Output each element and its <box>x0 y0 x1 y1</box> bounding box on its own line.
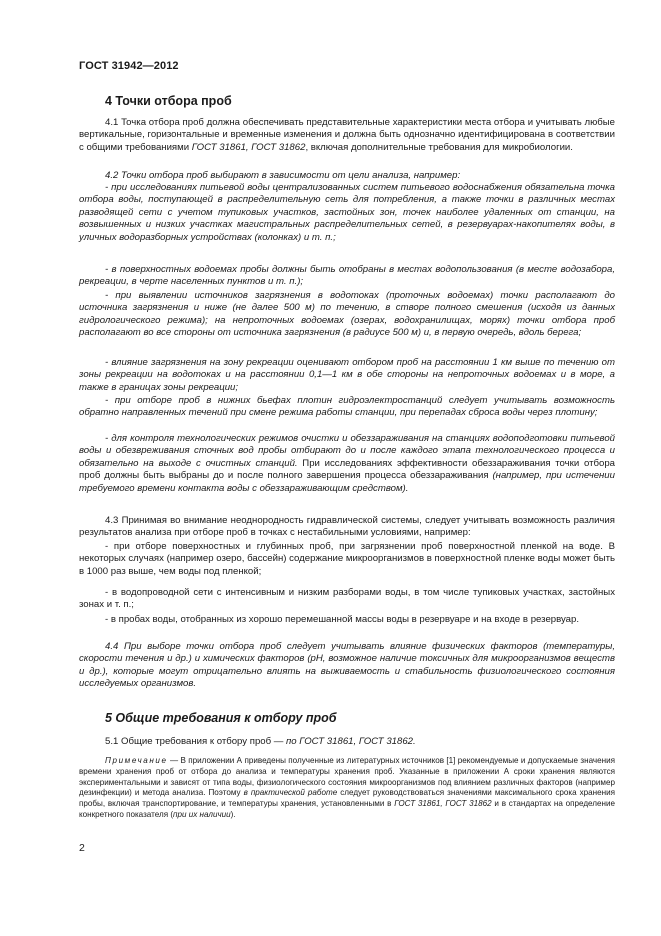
page-number: 2 <box>79 842 85 854</box>
list-item-4-2-5: - при отборе проб в нижних бьефах плотин гидроэлектростанций следует учитывать возможность обратно направленных течений при смене режима работы станции, при перепадах сброса воды через плотину; <box>79 395 615 419</box>
paragraph-5-1: 5.1 Общие требования к отбору проб — по ГОСТ 31861, ГОСТ 31862. <box>105 736 416 747</box>
list-item-4-2-1: - при исследованиях питьевой воды централизованных систем питьевого водоснабжения обязательна точка отбора воды, поступающей в распределительную сеть для потребления, а также точки в различных местах разводящей сети с учетом тупиковых участков, застойных зон, точек наиболее удаленных от станции, на возвышенных и низких участках магистральных распределительных сетей, в резервуарах-накопителях воды, в уличных водоразборных устройствах (колонках) и т. п.; <box>79 182 615 243</box>
section-5-title: 5 Общие требования к отбору проб <box>105 711 337 725</box>
note-paragraph: Примечание — В приложении А приведены полученные из литературных источников [1] рекомендуемые и допускаемые значения времени хранения проб от отбора до анализа и температуры хранения проб. Указанные в приложении А сроки хранения являются экспериментальными и зависят от типа воды, физиологического состояния микроорганизмов под влиянием различных факторов (например дезинфекции) и метода анализа. Поэтому в практической работе следует руководствоваться значениями максимального срока хранения пробы, включая транспортирование, и температуры хранения, установленными в ГОСТ 31861, ГОСТ 31862 и в стандартах на определение конкретного показателя (при их наличии). <box>79 756 616 819</box>
list-item-4-3-2: - в водопроводной сети с интенсивным и низким разборами воды, в том числе тупиковых участках, застойных зонах и т. п.; <box>79 587 615 611</box>
paragraph-4-4: 4.4 При выборе точки отбора проб следует учитывать влияние физических факторов (температуры, скорости течения и др.) и химических факторов (рН, возможное наличие токсичных для микроорганизмов веществ и др.), которые могут отрицательно влиять на выживаемость и стабильность физиологического состояния исследуемых организмов. <box>79 641 615 690</box>
list-item-4-3-1: - при отборе поверхностных и глубинных проб, при загрязнении проб поверхностной пленкой на воде. В некоторых случаях (например озеро, бассейн) содержание микроорганизмов в поверхностной пленке воды может быть в 1000 раз выше, чем воды под пленкой; <box>79 541 615 577</box>
section-4-title: 4 Точки отбора проб <box>105 94 232 108</box>
list-item-4-2-2: - в поверхностных водоемах пробы должны быть отобраны в местах водопользования (в месте водозабора, рекреации, в черте населенных пунктов и т. п.); <box>79 264 615 288</box>
note-label: Примечание <box>105 756 168 765</box>
list-item-4-3-3: - в пробах воды, отобранных из хорошо перемешанной массы воды в резервуаре и на входе в резервуар. <box>105 614 580 625</box>
list-item-4-2-3: - при выявлении источников загрязнения в водотоках (проточных водоемах) точки располагают до источника загрязнения и ниже (не далее 500 м) по течению, в створе полного смешения (исходя из данных гидрологического режима); на непроточных водоемах (озерах, водохранилищах, морях) точки отбора проб располагают во все стороны от источника загрязнения (в радиусе 500 м) и, в первую очередь, вдоль берега; <box>79 290 615 339</box>
list-item-4-2-4: - влияние загрязнения на зону рекреации оценивают отбором проб на расстоянии 1 км выше по течению от зоны рекреации на водотоках и на расстоянии 0,1—1 км в обе стороны на непроточных водоемах и в море, а также в границах зоны рекреации; <box>79 357 615 393</box>
document-header: ГОСТ 31942—2012 <box>79 60 179 72</box>
paragraph-4-3: 4.3 Принимая во внимание неоднородность гидравлической системы, следует учитывать возможность различия результатов анализа при отборе проб в точках с нестабильными условиями, например: <box>79 515 615 539</box>
paragraph-4-1: 4.1 Точка отбора проб должна обеспечивать представительные характеристики места отбора и учитывать любые вертикальные, горизонтальные и временные изменения и должна быть однозначно идентифицирована в соответствии с общими требованиями ГОСТ 31861, ГОСТ 31862, включая дополнительные требования для микробиологии. <box>79 117 615 153</box>
list-item-4-2-6: - для контроля технологических режимов очистки и обеззараживания на станциях водоподготовки питьевой воды и обезвреживания сточных вод пробы отбирают до и после каждого этапа технологического процесса и обязательно на выходе с очистных станций. При исследованиях эффективности обеззараживания точки отбора проб должны быть выбраны до и после полного завершения процесса обеззараживания (например, при истечении требуемого времени контакта воды с обеззараживающим средством). <box>79 433 615 494</box>
paragraph-4-2: 4.2 Точки отбора проб выбирают в зависимости от цели анализа, например: <box>105 170 461 181</box>
